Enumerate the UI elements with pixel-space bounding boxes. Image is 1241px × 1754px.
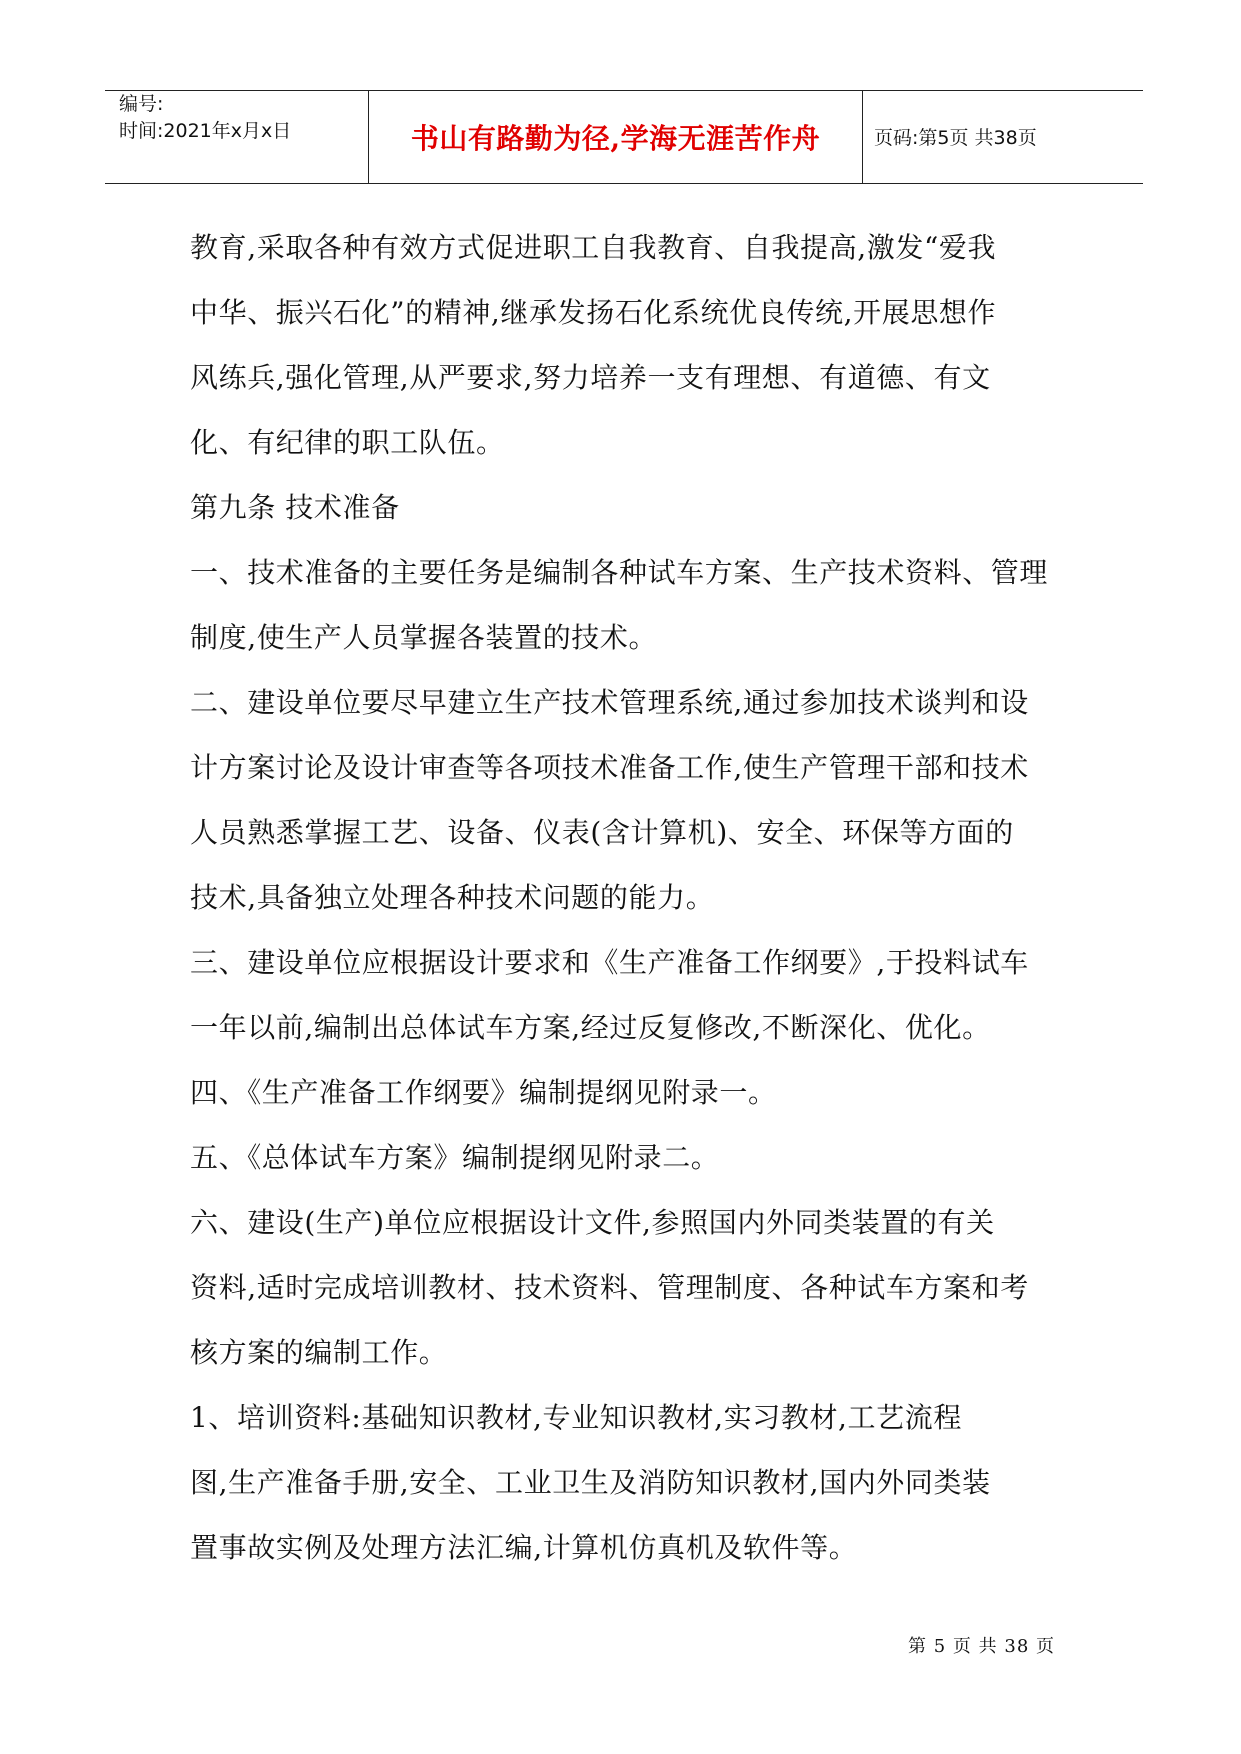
paragraph: 五、《总体试车方案》编制提纲见附录二。	[190, 1141, 720, 1174]
document-number-label: 编号:	[119, 93, 164, 115]
header-page-number: 页码:第5页 共38页	[874, 127, 1037, 149]
paragraph: 一、技术准备的主要任务是编制各种试车方案、生产技术资料、管理 制度,使生产人员掌握各装置的技术。	[190, 556, 1049, 654]
header-divider-right	[862, 91, 863, 183]
document-time-label: 时间:2021年x月x日	[119, 120, 292, 142]
paragraph: 三、建设单位应根据设计要求和《生产准备工作纲要》,于投料试车 一年以前,编制出总体试车方案,经过反复修改,不断深化、优化。	[190, 946, 1029, 1044]
paragraph: 1、培训资料:基础知识教材,专业知识教材,实习教材,工艺流程 图,生产准备手册,安全、工业卫生及消防知识教材,国内外同类装 置事故实例及处理方法汇编,计算机仿真机及软件等。	[190, 1401, 991, 1564]
section-heading: 第九条 技术准备	[190, 491, 400, 524]
paragraph: 二、建设单位要尽早建立生产技术管理系统,通过参加技术谈判和设 计方案讨论及设计审查等各项技术准备工作,使生产管理干部和技术 人员熟悉掌握工艺、设备、仪表(含计算机)、安全、环保等方面的 技术,具备独立处理各种技术问题的能力。	[190, 686, 1029, 914]
paragraph: 四、《生产准备工作纲要》编制提纲见附录一。	[190, 1076, 777, 1109]
paragraph: 教育,采取各种有效方式促进职工自我教育、自我提高,激发“爱我 中华、振兴石化”的精神,继承发扬石化系统优良传统,开展思想作 风练兵,强化管理,从严要求,努力培养一支有理想、有道德、有文 化、有纪律的职工队伍。	[190, 231, 997, 459]
header-meta	[119, 91, 291, 145]
paragraph: 六、建设(生产)单位应根据设计文件,参照国内外同类装置的有关 资料,适时完成培训教材、技术资料、管理制度、各种试车方案和考 核方案的编制工作。	[190, 1206, 1029, 1369]
header-motto: 书山有路勤为径,学海无涯苦作舟	[410, 121, 821, 155]
page-header	[105, 90, 1143, 184]
page-footer: 第 5 页 共 38 页	[908, 1636, 1055, 1657]
document-body	[190, 215, 1080, 1580]
